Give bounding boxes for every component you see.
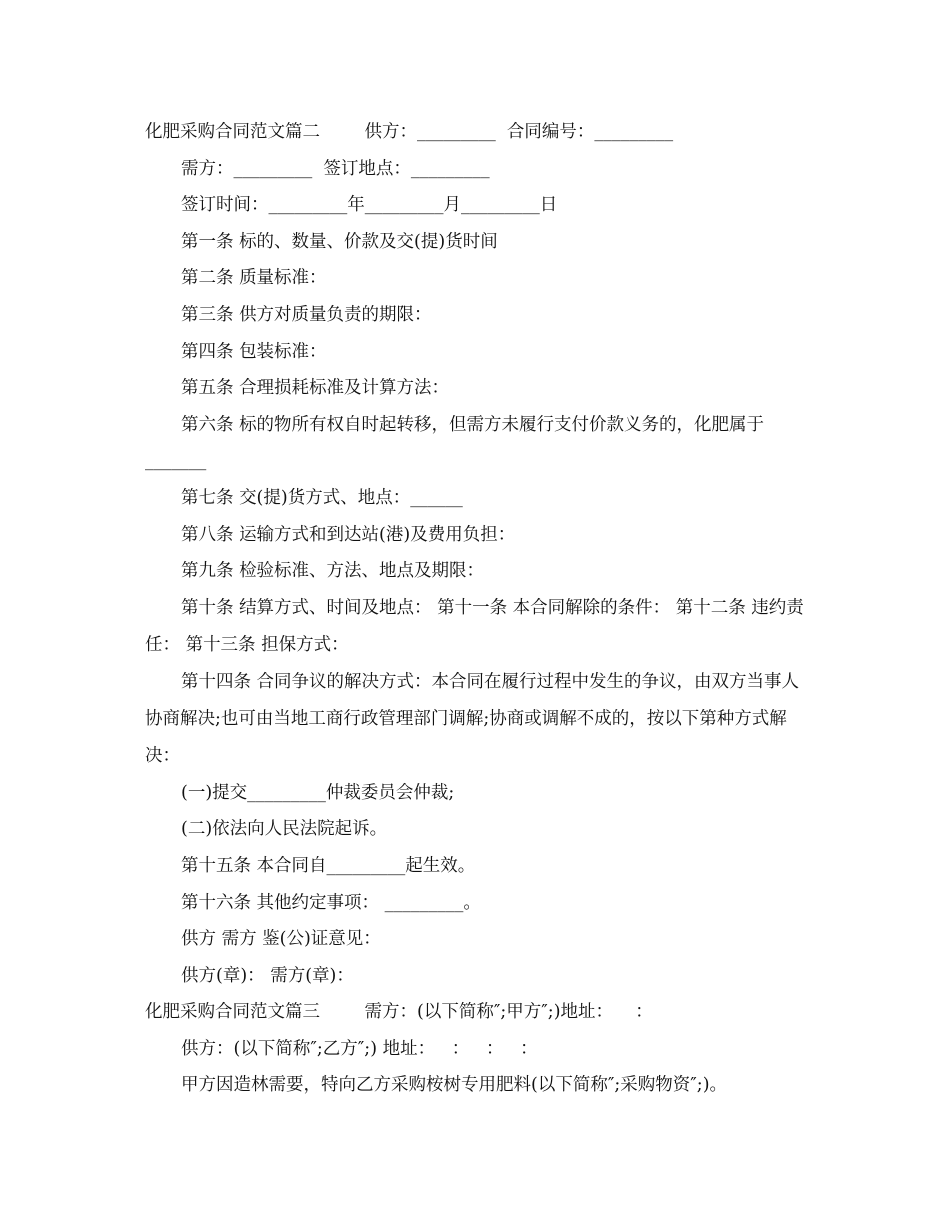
contract-text (145, 114, 810, 1104)
clause-7: 第七条 交(提)货方式、地点：______ (181, 487, 463, 508)
clause-10-13: 第十条 结算方式、时间及地点： 第十一条 本合同解除的条件： 第十二条 违约责任： 第十三条 担保方式： (145, 597, 804, 655)
clause-2: 第二条 质量标准： (181, 268, 327, 289)
signature-seals: 供方(章)： 需方(章)： (181, 965, 354, 986)
clause-6: 第六条 标的物所有权自时起转移，但需方未履行支付价款义务的，化肥属于 (181, 414, 765, 435)
clause-16: 第十六条 其他约定事项： _________。 (181, 892, 481, 913)
signature-parties: 供方 需方 鉴(公)证意见： (181, 929, 381, 950)
section-heading-2: 化肥采购合同范文篇二 供方：_________ 合同编号：_________ (145, 122, 674, 142)
clause-3: 第三条 供方对质量负责的期限： (181, 304, 432, 325)
clause-9: 第九条 检验标准、方法、地点及期限： (181, 561, 485, 582)
buyer-line: 需方：_________ 签订地点：_________ (181, 158, 490, 179)
clause-14: 第十四条 合同争议的解决方式：本合同在履行过程中发生的争议，由双方当事人协商解决;也可由当地工商行政管理部门调解;协商或调解不成的，按以下第种方式解决： (145, 671, 800, 766)
section-heading-3: 化肥采购合同范文篇三 需方：(以下简称″;甲方″;)地址： ： (145, 1002, 653, 1023)
clause-6-blank: _______ (145, 451, 207, 472)
signing-time-line: 签订时间：_________年_________月_________日 (181, 195, 558, 216)
clause-5: 第五条 合理损耗标准及计算方法： (181, 378, 450, 399)
clause-8: 第八条 运输方式和到达站(港)及费用负担： (181, 524, 516, 545)
purpose-line: 甲方因造林需要，特向乙方采购桉树专用肥料(以下简称″;采购物资″;)。 (181, 1075, 728, 1096)
clause-14-option-1: (一)提交_________仲裁委员会仲裁; (181, 782, 455, 803)
supplier-line: 供方：(以下简称″;乙方″;) 地址： ： ： ： (181, 1038, 538, 1059)
clause-1: 第一条 标的、数量、价款及交(提)货时间 (181, 231, 498, 252)
clause-14-option-2: (二)依法向人民法院起诉。 (181, 819, 388, 840)
clause-15: 第十五条 本合同自_________起生效。 (181, 855, 476, 876)
clause-4: 第四条 包装标准： (181, 341, 327, 362)
